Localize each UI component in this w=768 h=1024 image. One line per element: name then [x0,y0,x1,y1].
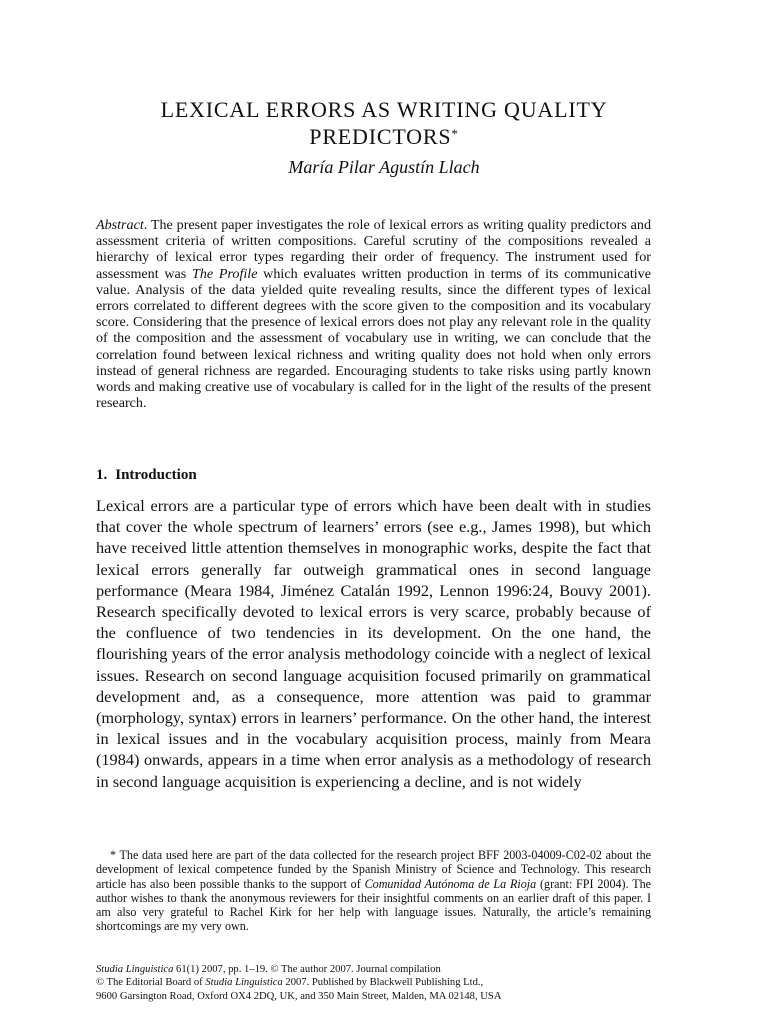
abstract [96,217,651,411]
footer-line-3: 9600 Garsington Road, Oxford OX4 2DQ, UK, and 350 Main Street, Malden, MA 02148, USA [96,990,502,1002]
footer-line-1 [96,963,651,976]
footer-line-2 [96,976,651,989]
footnote-text-2: (grant: FPI 2004). The author wishes to thank the anonymous reviewers for their insightful comments on an earlier draft of this paper. I am also very grateful to Rachel Kirk for her help with language issues. Naturally, the article’s remaining shortcomings are my very own. [96,876,651,934]
section-heading [96,467,205,484]
author-name: María Pilar Agustín Llach [288,157,480,177]
section-number: 1. [96,467,108,483]
footnote-marker: * [110,848,117,862]
intro-paragraph: Lexical errors are a particular type of errors which have been dealt with in studies that cover the whole spectrum of learners’ errors (see e.g., James 1998), but which have received little attention themselves in monographic works, despite the fact that lexical errors generally far outweigh grammatical ones in second language performance (Meara 1984, Jiménez Catalán 1992, Lennon 1996:24, Bouvy 2001). Research specifically devoted to lexical errors is very scarce, probably because of the confluence of two tendencies in its development. On the one hand, the flourishing years of the error analysis methodology coincide with a neglect of lexical issues. Research on second language acquisition focused primarily on grammatical development and, as a consequence, more attention was paid to grammar (morphology, syntax) errors in learners’ performance. On the other hand, the interest in lexical issues and in the vocabulary acquisition process, mainly from Meara (1984) onwards, appears in a time when error analysis as a methodology of research in second language acquisition is experiencing a decline, and is not widely [96,496,651,791]
footer-citation: 61(1) 2007, pp. 1–19. © The author 2007. Journal compilation [173,964,441,975]
footnote [96,848,651,934]
footer-line2-pre: © The Editorial Board of [96,977,206,989]
abstract-text-1: . The present paper investigates the role of lexical errors as writing quality predictors and assessment criteria of written compositions. Careful scrutiny of the compositions revealed a hierarchy of lexical error types regarding their order of frequency. The instrument used for assessment was [96,217,651,282]
page-footer [96,963,651,1003]
section-title: Introduction [115,467,197,483]
paper-title [96,96,672,150]
footer-journal: Studia Linguistica [96,964,174,975]
footer-line2-journal: Studia Linguistica [205,977,283,989]
abstract-label: Abstract [96,217,144,233]
footnote-organization: Comunidad Autónoma de La Rioja [364,876,537,891]
abstract-instrument: The Profile [191,265,258,282]
abstract-text-2: which evaluates written production in terms of its communicative value. Analysis of the data yielded quite revealing results, since the different types of lexical errors correlated to different degrees with the score given to the composition and its vocabulary score. Considering that the presence of lexical errors does not play any relevant role in the quality of the composition and the assessment of vocabulary use in writing, we can conclude that the correlation found between lexical richness and writing quality does not hold when only errors instead of general richness are regarded. Encouraging students to take risks using partly known words and making creative use of vocabulary is called for in the light of the results of the present research. [96,265,651,412]
title-footnote-marker: * [451,126,459,141]
footnote-text-1: The data used here are part of the data collected for the research project BFF 2003-04009-C02-02 about the development of lexical competence funded by the Spanish Ministry of Science and Technology. This research article has also been possible thanks to the support of [96,848,651,891]
paper-title-text: LEXICAL ERRORS AS WRITING QUALITY PREDICTORS [160,97,608,149]
footer-line2-post: 2007. Published by Blackwell Publishing Ltd., [282,977,484,989]
